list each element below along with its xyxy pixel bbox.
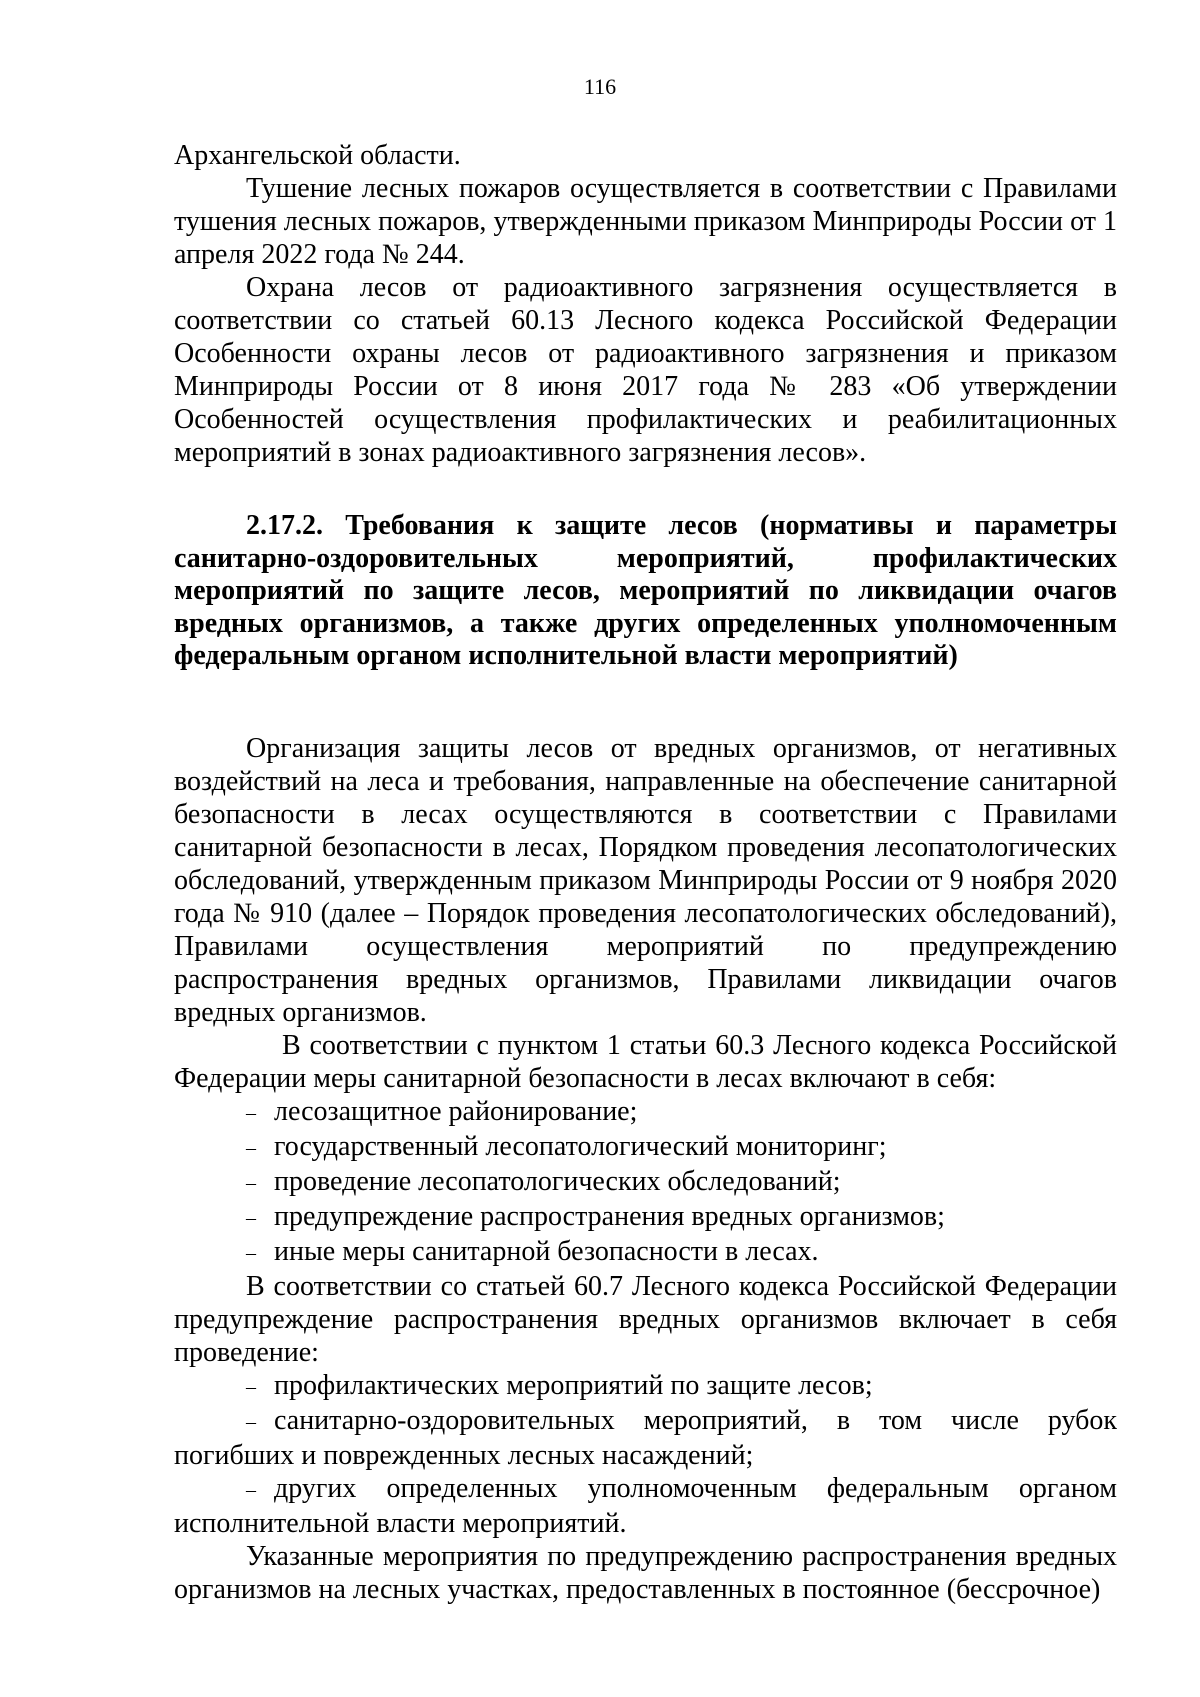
page-number: 116 bbox=[583, 74, 617, 99]
paragraph-fire-suppression: Тушение лесных пожаров осуществляется в соответствии с Правилами тушения лесных пожаров, утвержденными приказом Минприроды России от 1 апреля 2022 года № 244. bbox=[174, 173, 1117, 270]
list-item: – государственный лесопатологический мониторинг; bbox=[174, 1130, 1117, 1165]
list-marker: – bbox=[246, 1136, 256, 1159]
list-marker: – bbox=[246, 1478, 256, 1501]
paragraph-prevention: В соответствии со статьей 60.7 Лесного кодекса Российской Федерации предупреждение распространения вредных организмов включает в себя проведение: bbox=[174, 1270, 1117, 1368]
paragraph-continuation: Архангельской области. bbox=[174, 140, 461, 171]
list-item: – других определенных уполномоченным федеральным органом исполнительной власти мероприятий. bbox=[174, 1472, 1117, 1539]
list-item: – санитарно-оздоровительных мероприятий, в том числе рубок погибших и поврежденных лесных насаждений; bbox=[174, 1404, 1117, 1471]
paragraph-protection-organization: Организация защиты лесов от вредных организмов, от негативных воздействий на леса и требования, направленные на обеспечение санитарной безопасности в лесах осуществляются в соответствии с Правилами санитарной безопасности в лесах, Порядком проведения лесопатологических обследований, утвержденным приказом Минприроды России от 9 ноября 2020 года № 910 (далее – Порядок проведения лесопатологических обследований), Правилами осуществления мероприятий по предупреждению распространения вредных организмов, Правилами ликвидации очагов вредных организмов. bbox=[174, 732, 1117, 1028]
list-sanitary-measures bbox=[174, 1095, 1117, 1270]
list-item: – иные меры санитарной безопасности в лесах. bbox=[174, 1235, 1117, 1270]
list-item: – профилактических мероприятий по защите лесов; bbox=[174, 1369, 1117, 1404]
list-marker: – bbox=[246, 1410, 256, 1433]
list-item: – лесозащитное районирование; bbox=[174, 1095, 1117, 1130]
paragraph-radioactive-protection: Охрана лесов от радиоактивного загрязнения осуществляется в соответствии со статьей 60.13 Лесного кодекса Российской Федерации Особенности охраны лесов от радиоактивного загрязнения и приказом Минприроды России от 8 июня 2017 года № 283 «Об утверждении Особенностей осуществления профилактических и реабилитационных мероприятий в зонах радиоактивного загрязнения лесов». bbox=[174, 272, 1117, 468]
list-prevention-measures bbox=[174, 1369, 1117, 1540]
list-item: – предупреждение распространения вредных организмов; bbox=[174, 1200, 1117, 1235]
document-body bbox=[174, 139, 1117, 1606]
paragraph-sanitary-measures: В соответствии с пунктом 1 статьи 60.3 Лесного кодекса Российской Федерации меры санитарной безопасности в лесах включают в себя: bbox=[174, 1029, 1117, 1094]
list-marker: – bbox=[246, 1101, 256, 1124]
list-marker: – bbox=[246, 1375, 256, 1398]
paragraph-measures-on-plots: Указанные мероприятия по предупреждению распространения вредных организмов на лесных участках, предоставленных в постоянное (бессрочное) bbox=[174, 1540, 1117, 1605]
section-heading: 2.17.2. Требования к защите лесов (нормативы и параметры санитарно-оздоровительных мероприятий, профилактических мероприятий по защите лесов, мероприятий по ликвидации очагов вредных организмов, а также других определенных уполномоченным федеральным органом исполнительной власти мероприятий) bbox=[174, 510, 1117, 671]
list-marker: – bbox=[246, 1206, 256, 1229]
list-item: – проведение лесопатологических обследований; bbox=[174, 1165, 1117, 1200]
list-marker: – bbox=[246, 1171, 256, 1194]
list-marker: – bbox=[246, 1241, 256, 1264]
